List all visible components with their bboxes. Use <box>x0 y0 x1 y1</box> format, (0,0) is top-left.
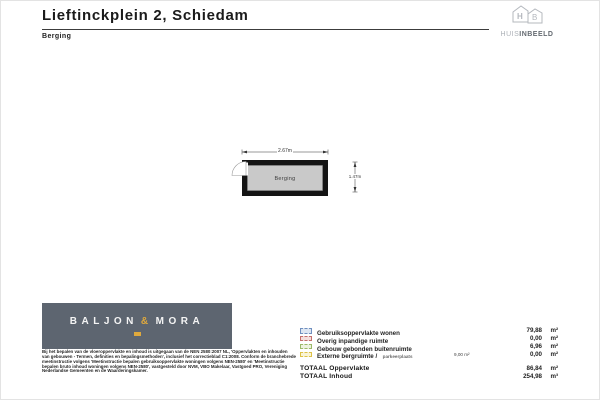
width-arrow-right <box>323 151 328 154</box>
agency-name-right: MORA <box>155 316 205 328</box>
legend-value: 0,00 <box>529 350 542 358</box>
huisinbeeld-houses-icon <box>507 2 547 26</box>
total-inhoud-row <box>300 372 558 380</box>
total-label: TOTAAL Oppervlakte <box>300 364 370 372</box>
legend-unit: m² <box>550 342 558 350</box>
legend-label: Overig inpandige ruimte <box>317 337 389 345</box>
huisinbeeld-wordmark <box>494 31 560 38</box>
swatch-externe-bergruimte <box>300 352 312 358</box>
title-divider <box>42 29 489 30</box>
room-label-berging: Berging <box>274 176 296 182</box>
legend-mid-value: 9,00 m² <box>454 351 470 357</box>
total-unit: m³ <box>550 372 558 380</box>
agency-name-left: BALJON <box>69 316 138 328</box>
legend-unit: m² <box>550 335 558 343</box>
total-unit: m² <box>550 364 558 372</box>
width-arrow-left <box>242 151 247 154</box>
measurement-disclaimer-text: Bij het bepalen van de vloeroppervlakte en inhoud is uitgegaan van de NEN 2580:2007 NL, 'Oppervlakten en inhouden van gebouwen - Termen, definities en bepalingsmethoden', inclusief het correctieblad C1:2008. Conform de branchebrede meetinstructie volgens 'Meetinstructie bepalen gebruiksoppervlakte woningen volgens NEN-2580' en 'Meetinstructie bepalen bruto inhoud woningen volgens NEN-2580', vastgesteld door NVM, VBO Makelaar, Vastgoed PRO, Vereniging Nederlandse Gemeenten en de Waarderingskamer. <box>42 349 296 374</box>
legend-totals <box>300 364 558 380</box>
agency-logo-accent-mark <box>134 332 141 336</box>
legend-value: 0,00 <box>529 335 542 343</box>
height-arrow-bottom <box>354 187 357 192</box>
total-oppervlakte-row <box>300 364 558 372</box>
area-legend <box>300 327 558 381</box>
total-value: 86,84 <box>526 364 542 372</box>
legend-label-small: parkeerplaats <box>382 354 413 360</box>
swatch-buitenruimte <box>300 344 312 350</box>
baljon-mora-wordmark <box>70 316 204 327</box>
legend-row-externe-bergruimte <box>300 350 558 361</box>
huisinbeeld-logo <box>494 2 560 38</box>
swatch-overig-inpandig <box>300 336 312 342</box>
house-right-letter: B <box>532 13 538 22</box>
baljon-mora-logo <box>42 303 232 349</box>
page-subtitle: Berging <box>42 33 72 40</box>
height-arrow-top <box>354 162 357 167</box>
legend-label: Externe bergruimte / <box>317 353 378 361</box>
height-dimension-label: 1.47m <box>348 174 362 179</box>
legend-value: 6,96 <box>529 342 542 350</box>
brand-name-bold: INBEELD <box>519 31 554 38</box>
brand-name-light: HUIS <box>500 31 520 38</box>
legend-unit: m² <box>550 327 558 335</box>
swatch-gebruiksoppervlakte <box>300 328 312 334</box>
total-value: 254,98 <box>523 372 542 380</box>
width-dimension-label: 2.67m <box>278 148 292 154</box>
legend-unit: m² <box>550 350 558 358</box>
door-swing-arc <box>232 162 246 176</box>
legend-value: 79,88 <box>526 327 542 335</box>
house-left-letter: H <box>517 12 523 21</box>
legend-label: Gebruiksoppervlakte wonen <box>317 329 400 337</box>
page-title: Lieftinckplein 2, Schiedam <box>42 7 249 24</box>
agency-ampersand: & <box>140 316 153 328</box>
legend-label: Gebouw gebonden buitenruimte <box>317 345 412 353</box>
total-label: TOTAAL Inhoud <box>300 372 353 380</box>
